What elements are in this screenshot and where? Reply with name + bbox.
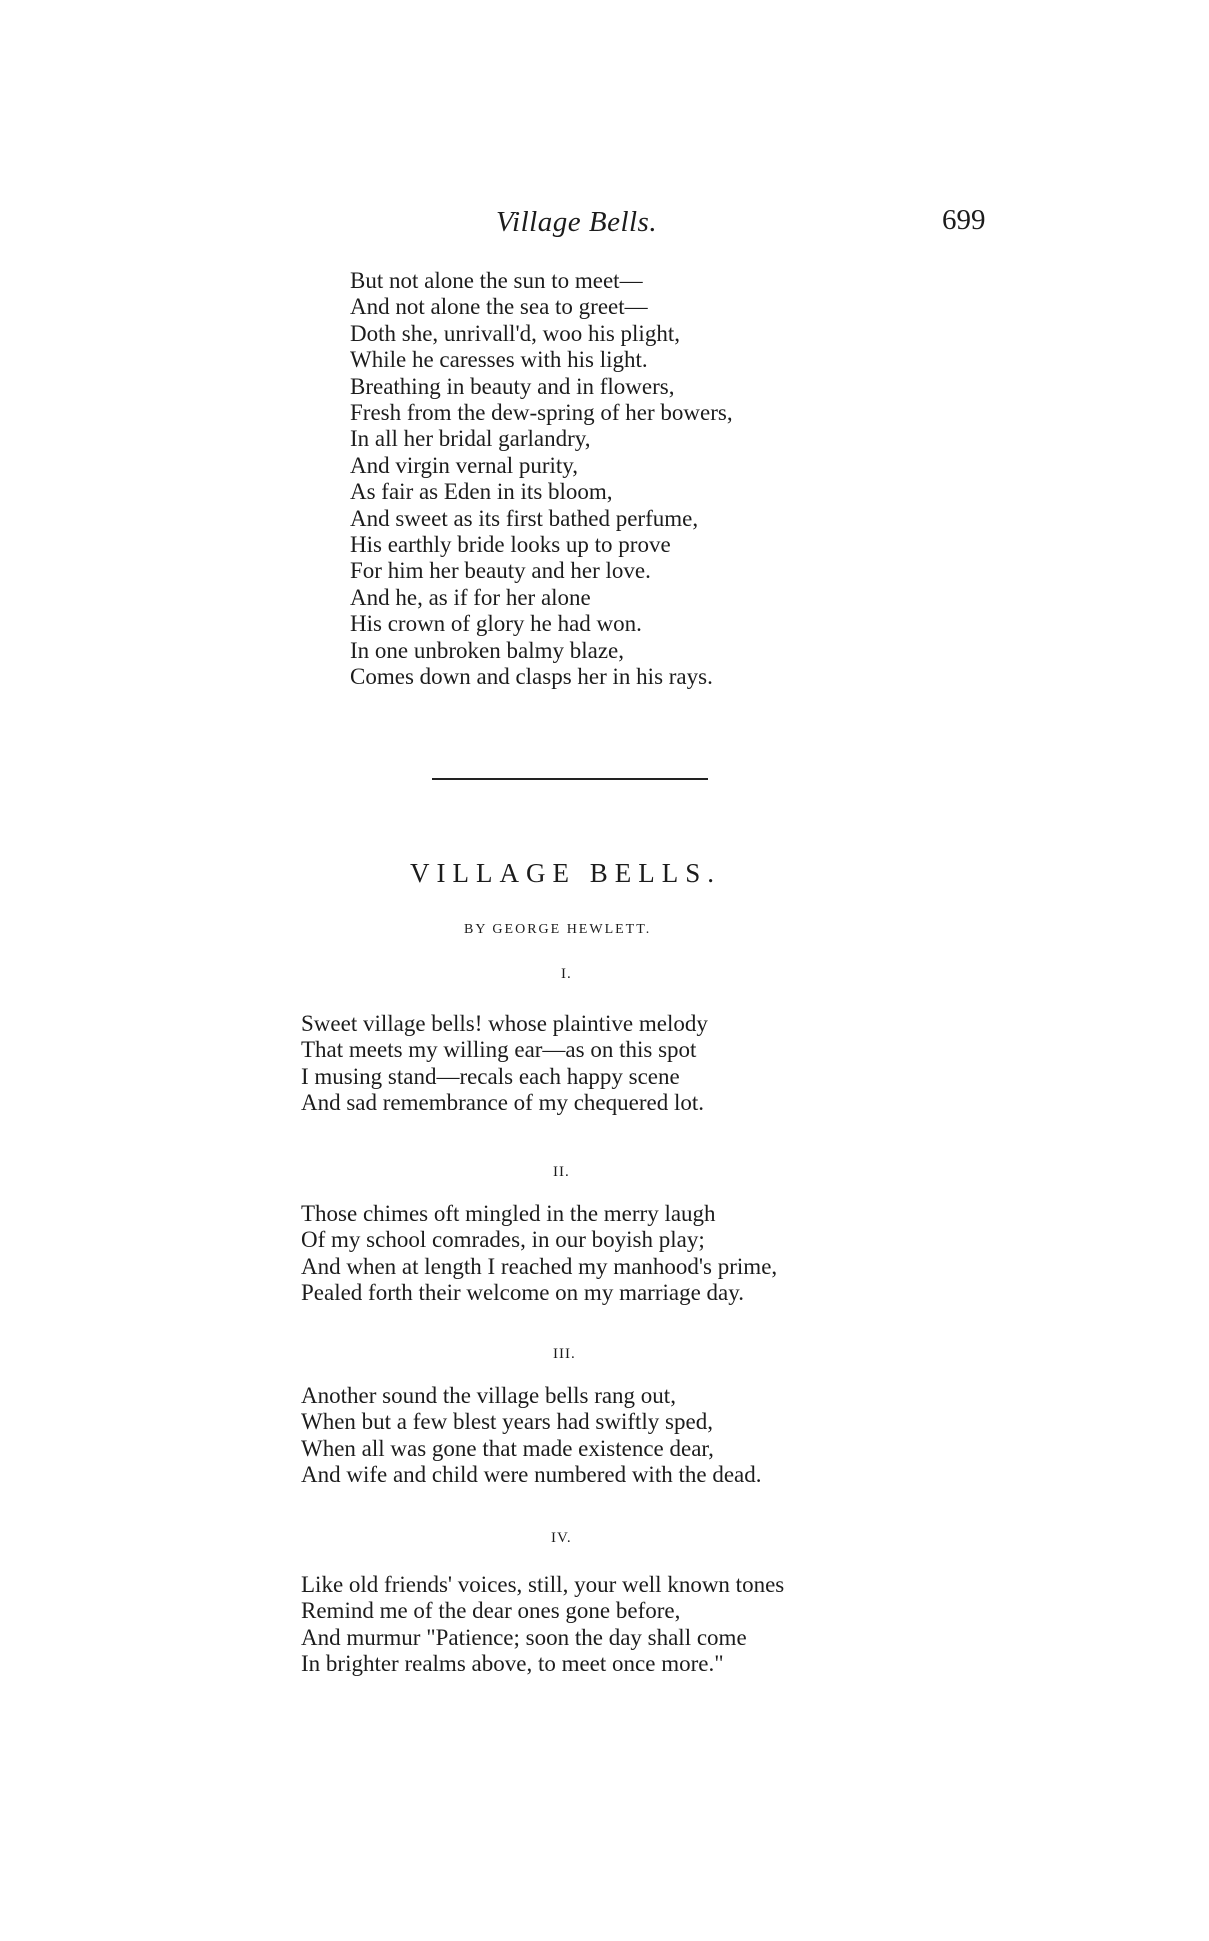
poem-line: Another sound the village bells rang out,: [301, 1383, 676, 1408]
stanza-1: [301, 1011, 708, 1117]
poem-title: VILLAGE BELLS.: [410, 858, 721, 888]
stanza-numeral: III.: [553, 1346, 576, 1362]
poem-line: And sweet as its first bathed perfume,: [350, 505, 699, 531]
stanza-numeral: I.: [561, 966, 572, 982]
poem-byline: BY GEORGE HEWLETT.: [464, 922, 652, 937]
poem-line: Breathing in beauty and in flowers,: [350, 373, 675, 399]
poem-line: Of my school comrades, in our boyish play;: [301, 1227, 705, 1253]
poem-line: Doth she, unrivall'd, woo his plight,: [350, 320, 680, 346]
stanza-4: [301, 1572, 784, 1678]
poem-line: Comes down and clasps her in his rays.: [350, 664, 713, 690]
poem-line: And virgin vernal purity,: [350, 452, 579, 478]
page-number: 699: [942, 204, 986, 236]
poem-line: In all her bridal garlandry,: [350, 426, 591, 452]
poem-line: And not alone the sea to greet—: [350, 294, 648, 320]
poem-line: I musing stand—recals each happy scene: [301, 1063, 680, 1089]
poem-line: And he, as if for her alone: [350, 584, 591, 610]
poem-line: His crown of glory he had won.: [350, 611, 642, 637]
stanza-3: [301, 1383, 761, 1489]
poem-line: That meets my willing ear—as on this spot: [301, 1037, 697, 1063]
poem-line: And sad remembrance of my chequered lot.: [301, 1090, 704, 1116]
poem-line: When but a few blest years had swiftly sped,: [301, 1409, 713, 1435]
poem-line: While he caresses with his light.: [350, 347, 648, 373]
running-title: Village Bells.: [496, 206, 658, 238]
poem-line: And wife and child were numbered with the dead.: [301, 1462, 762, 1488]
poem-line: Sweet village bells! whose plaintive melody: [301, 1011, 708, 1036]
poem-line: And murmur "Patience; soon the day shall come: [301, 1624, 747, 1650]
poem-line: His earthly bride looks up to prove: [350, 532, 671, 558]
poem-line: When all was gone that made existence dear,: [301, 1435, 714, 1461]
stanza-numeral: IV.: [551, 1530, 572, 1546]
section-divider: [432, 778, 708, 780]
poem-line: Those chimes oft mingled in the merry laugh: [301, 1201, 716, 1226]
stanza-2: [301, 1201, 777, 1307]
poem-line: In brighter realms above, to meet once more.": [301, 1651, 724, 1677]
poem-line: For him her beauty and her love.: [350, 558, 651, 584]
poem-line: As fair as Eden in its bloom,: [350, 479, 613, 505]
poem-line: Remind me of the dear ones gone before,: [301, 1598, 681, 1624]
poem-line: Like old friends' voices, still, your well known tones: [301, 1572, 785, 1597]
poem-line: Pealed forth their welcome on my marriage day.: [301, 1280, 745, 1306]
continued-poem: [350, 268, 733, 691]
poem-line: But not alone the sun to meet—: [350, 268, 643, 293]
poem-line: In one unbroken balmy blaze,: [350, 637, 624, 663]
poem-line: And when at length I reached my manhood's prime,: [301, 1253, 778, 1279]
poem-line: Fresh from the dew-spring of her bowers,: [350, 400, 733, 426]
stanza-numeral: II.: [553, 1164, 570, 1180]
